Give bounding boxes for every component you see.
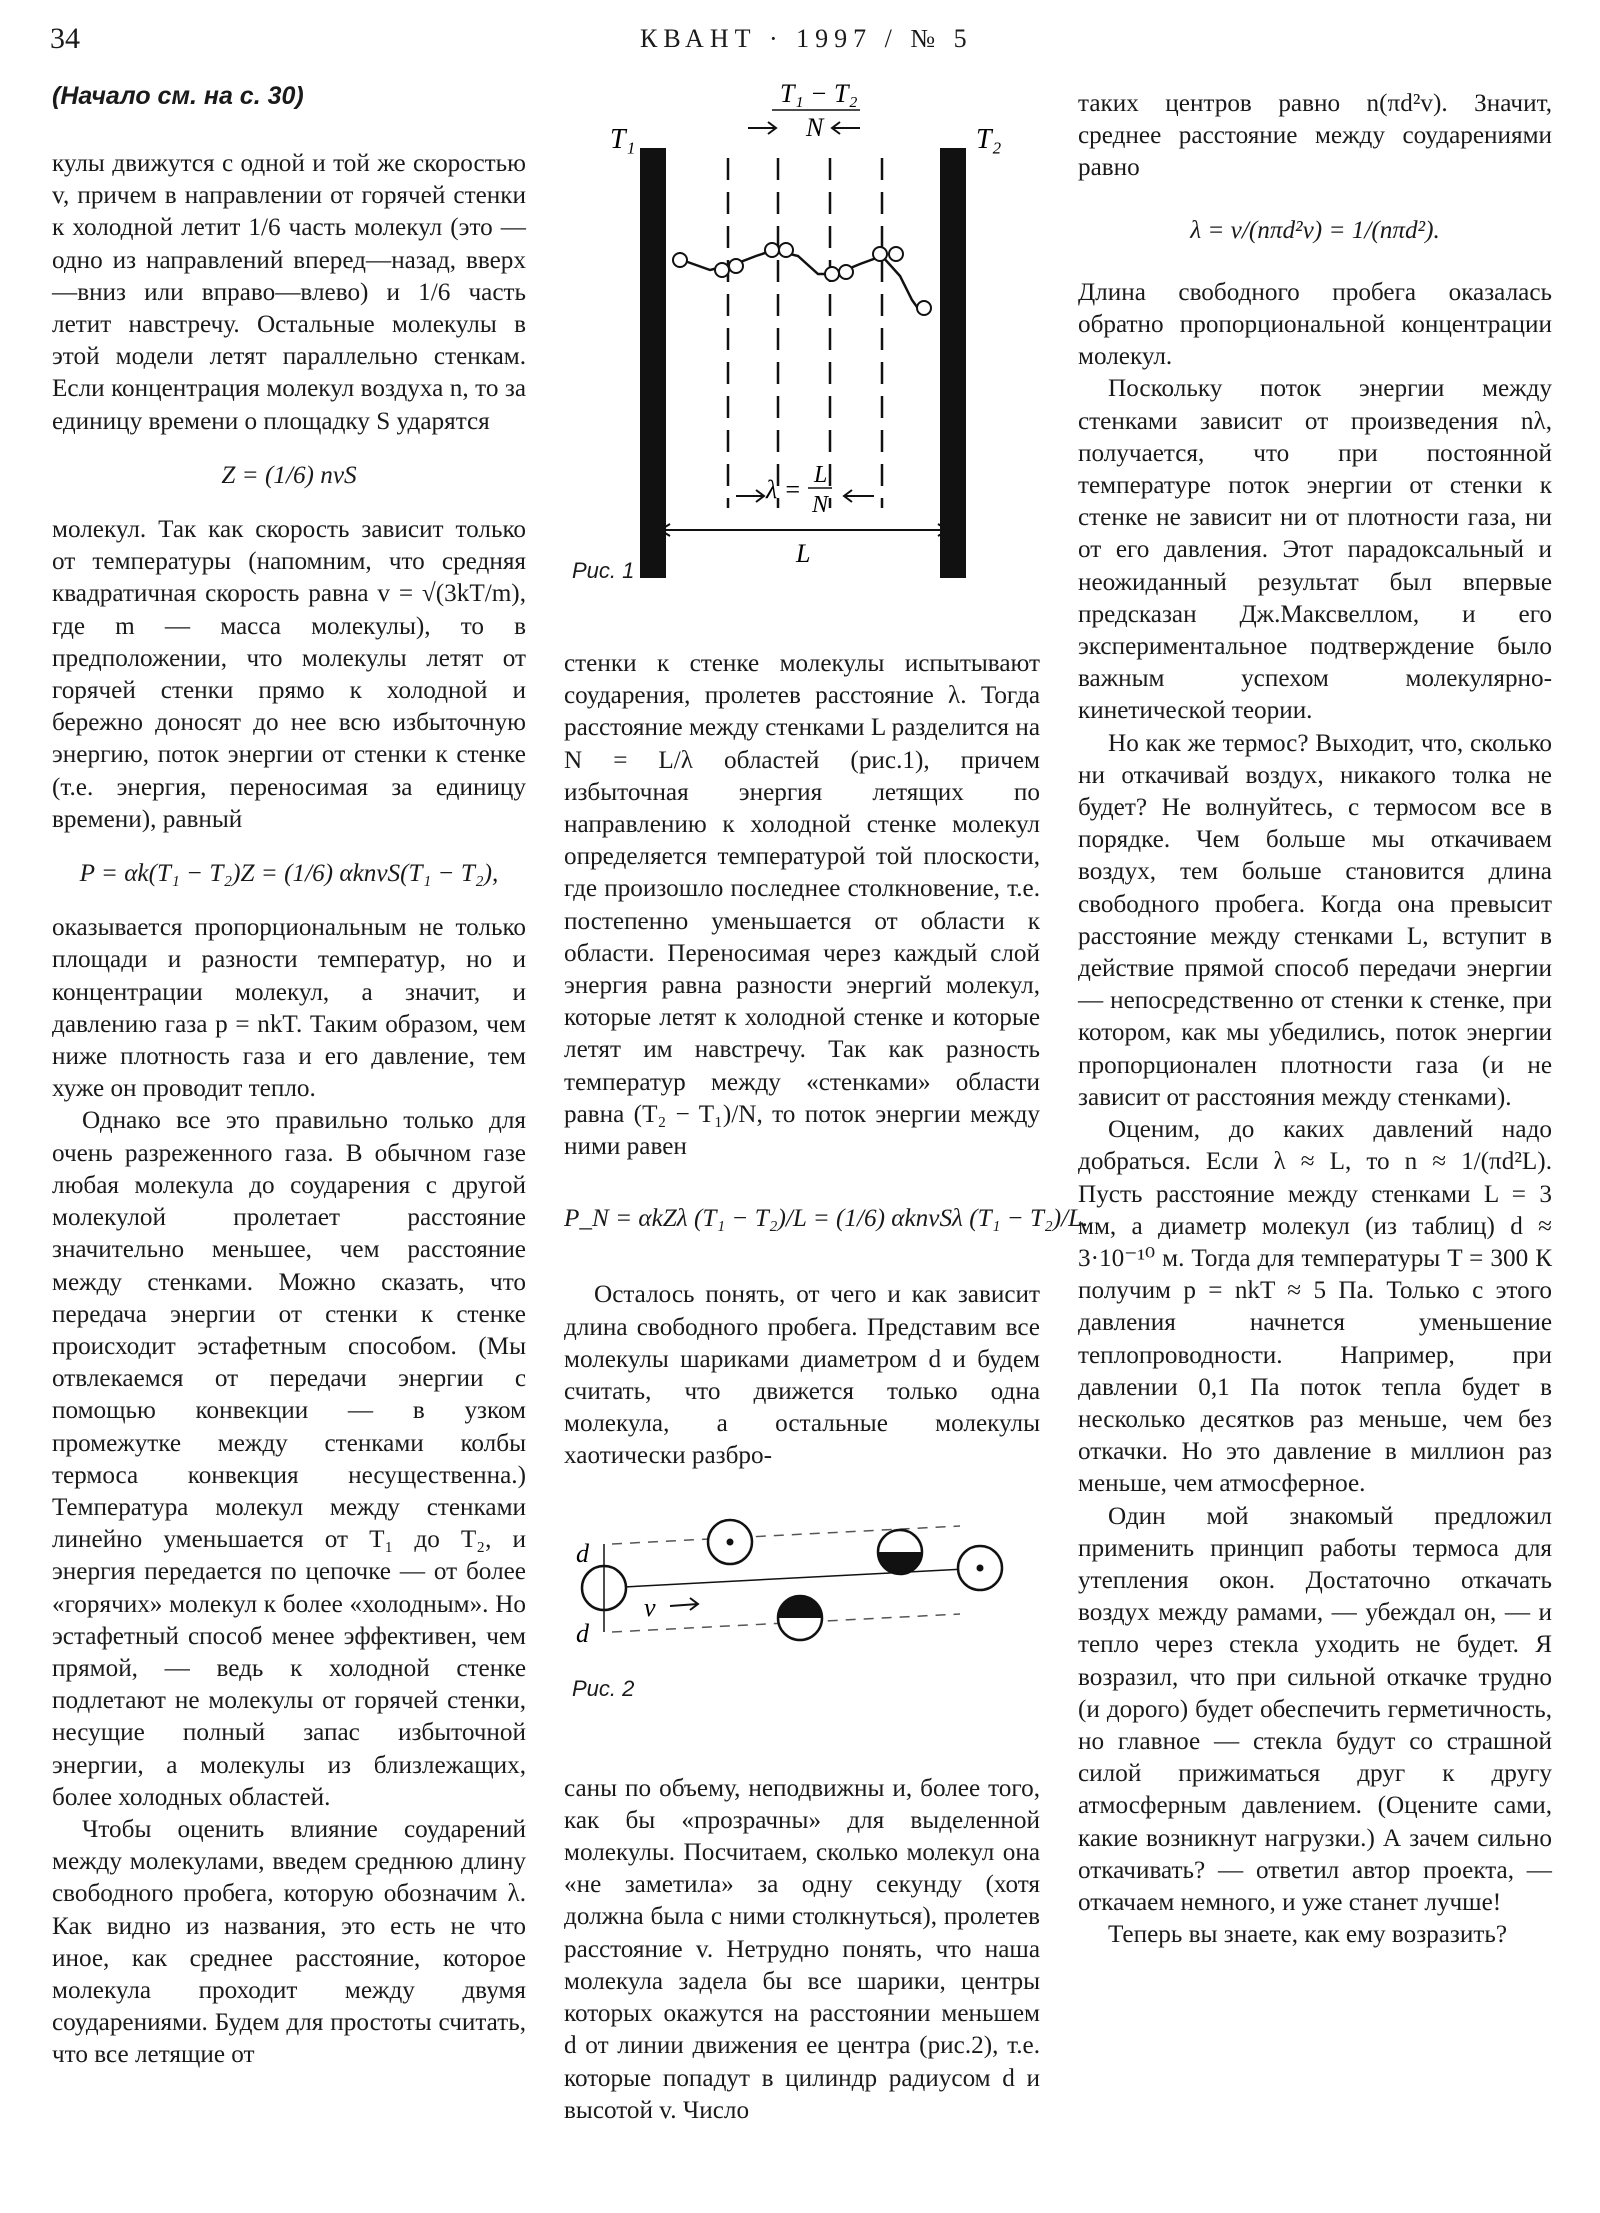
paragraph: Поскольку поток энергии между стенками зависит от произведения nλ, получается, что при постоянной температуре поток энергии от стенки к стенке не зависит ни от плотности газа, ни от его давления. Этот парадоксальный и неожиданный результат был впервые предсказан Дж.Максвеллом, и его экспериментальное подтверждение было важным успехом молекулярно-кинетической теории. — [1078, 375, 1552, 725]
hot-wall — [640, 148, 666, 578]
lambda-label: λ = — [766, 475, 802, 504]
molecule-icon — [715, 263, 729, 277]
t2-label: T₂ — [976, 124, 1002, 155]
molecule-shaded-half — [778, 1596, 822, 1618]
molecule-icon — [729, 259, 743, 273]
molecule-trajectory — [682, 250, 922, 314]
cold-wall — [940, 148, 966, 578]
paragraph: Оценим, до каких давлений надо добраться. Если λ ≈ L, то n ≈ 1/(πd²L). Пусть расстояние между стенками L = 3 мм, а диаметр молекул (из таблиц) d ≈ 3·10⁻¹⁰ м. Тогда для температуры T = 300 К получим p = nkT ≈ 5 Па. Только с этого давления начнется уменьшение теплопроводности. Например, при давлении 0,1 Па поток тепла будет в несколько десятков раз меньше, чем без откачки. Но это давление в миллион раз меньше, чем атмосферное. — [1078, 1116, 1552, 1498]
running-head: КВАНТ · 1997 / № 5 — [640, 24, 973, 53]
figure-1 — [560, 78, 1040, 578]
lambda-numerator: L — [814, 462, 828, 488]
formula-p: P = αk(T₁ − T₂)Z = (1/6) αknvS(T₁ − T₂), — [79, 860, 499, 888]
formula-lambda: λ = v/(nπd²v) = 1/(nπd²). — [1190, 216, 1440, 244]
paragraph: кулы движутся с одной и той же скоростью v, причем в направлении от горячей стенки к холодной летит 1/6 часть молекул (это — одно из направлений вперед—назад, вверх—вниз или вправо—влево) и 1/6 часть летит навстречу. Остальные молекулы в этой модели летят параллельно стенкам. Если концентрация молекул воздуха n, то за единицу времени о площадку S ударятся — [52, 150, 526, 435]
molecule-icon — [825, 267, 839, 281]
arrow-left-icon — [832, 122, 860, 134]
l-label: L — [796, 539, 811, 568]
paragraph: стенки к стенке молекулы испытывают соударения, пролетев расстояние λ. Тогда расстояние между стенками L разделится на N = L/λ областей (рис.1), причем избыточная энергия летящих по направлению к холодной стенке молекул определяется температурой той плоскости, где произошло последнее столкновение, т.е. постепенно уменьшается от области к области. Переносимая через каждый слой энергия равна разности энергий молекул, которые летят к холодной стенке и которые летят им навстречу. Так как разность температур между «стенками» области равна (T₂ − T₁)/N, то поток энергии между ними равен — [564, 650, 1040, 1161]
paragraph: Длина свободного пробега оказалась обратно пропорциональной концентрации молекул. — [1078, 278, 1552, 371]
paragraph: Но как же термос? Выходит, что, сколько ни откачивай воздух, никакого толка не будет? Не волнуйтесь, с термосом все в порядке. Чем больше мы откачиваем воздух, тем больше становится длина свободного пробега. Когда она превысит расстояние между стенками L, вступит в действие прямой способ передачи энергии — непосредственно от стенки к стенке, при котором, как мы убедились, поток энергии пропорционален плотности газа (и не зависит от расстояния между стенками). — [1078, 729, 1552, 1111]
motion-line — [604, 1568, 984, 1588]
paragraph: Чтобы оценить влияние соударений между молекулами, введем среднюю длину свободного пробега, которую обозначим λ. Как видно из названия, это есть не что иное, как среднее расстояние, которое молекула проходит между двумя соударениями. Будем для простоты считать, что все летящие от — [52, 1815, 526, 2069]
arrow-right-icon — [748, 122, 776, 134]
continuation-note: (Начало см. на с. 30) — [52, 82, 304, 110]
paragraph: Один мой знакомый предложил применить принцип работы термоса для утепления окон. Достаточно откачать воздух между рамами, — убеждал он, — и тепло через стекла уходить не будет. Я возразил, что при сильной откачке трудно (и дорого) будет обеспечить герметичность, но главное — стекла будут со страшной силой прижиматься друг к другу атмосферным давлением. (Оцените сами, какие возникнут нагрузки.) А зачем сильно откачивать? — ответил автор проекта, — откачаем немного, и уже станет лучше! — [1078, 1502, 1552, 1916]
molecule-icon — [765, 243, 779, 257]
molecule-center — [727, 1539, 734, 1546]
lambda-denominator: N — [812, 492, 829, 518]
paragraph: таких центров равно n(πd²v). Значит, среднее расстояние между соударениями равно — [1078, 90, 1552, 182]
figure-2 — [560, 1500, 1040, 1670]
formula-z: Z = (1/6) nvS — [221, 461, 357, 489]
molecule-icon — [673, 253, 687, 267]
arrow-right-icon — [736, 490, 764, 502]
formula-pn: P_N = αkZλ (T₁ − T₂)/L = (1/6) αknvSλ (T₁ − T₂)/L. — [564, 1205, 1089, 1233]
molecule-center — [977, 1565, 984, 1572]
column-1 — [52, 148, 526, 2072]
paragraph: Однако все это правильно только для очень разреженного газа. В обычном газе любая молекула до соударения с другой молекулой пролетает расстояние значительно меньшее, чем расстояние между стенками. Можно сказать, что передача энергии от стенки к стенке происходит эстафетным способом. (Мы отвлекаемся от передачи энергии с помощью конвекции — в узком промежутке между стенками колбы термоса конвекция несущественна.) Температура молекул между стенками линейно уменьшается от T₁ до T₂, и энергия передается по цепочке — от более «горячих» молекул к более «холодным». Но эстафетный способ менее эффективен, чем прямой, — ведь к холодной стенке подлетают не молекулы от горячей стенки, несущие полный запас избыточной энергии, а молекулы из близлежащих, более холодных областей. — [52, 1107, 526, 1811]
paragraph: молекул. Так как скорость зависит только от температуры (напомним, что средняя квадратичная скорость равна v = √(3kT/m), где m — масса молекулы), то в предположении, что молекулы летят от горячей стенки прямо к холодной и бережно доносят до нее всю избыточную энергию, поток энергии от стенки к стенке (т.е. энергия, переносимая за единицу времени), равный — [52, 516, 526, 833]
d-top-label: d — [576, 1539, 589, 1568]
column-3 — [1078, 88, 1552, 1951]
t1-label: T₁ — [610, 124, 636, 155]
v-arrow — [670, 1598, 698, 1610]
paragraph: оказывается пропорциональным не только площади и разности температур, но и концентрации молекул, а значит, и давлению газа p = nkT. Таким образом, чем ниже плотность газа и его давление, тем хуже он проводит тепло. — [52, 914, 526, 1103]
l-dimension-arrow — [660, 524, 948, 536]
figure-2-caption: Рис. 2 — [572, 1676, 635, 1701]
paragraph: Теперь вы знаете, как ему возразить? — [1108, 1921, 1508, 1949]
molecule-shaded-half — [878, 1552, 922, 1574]
molecule-icon — [779, 243, 793, 257]
molecule-icon — [873, 247, 887, 261]
arrow-left-icon — [844, 490, 874, 502]
page-number: 34 — [50, 22, 80, 55]
molecule-icon — [917, 301, 931, 315]
column-2 — [564, 648, 1089, 2127]
molecule-icon — [839, 265, 853, 279]
v-label: v — [644, 1593, 656, 1622]
d-bottom-label: d — [576, 1619, 589, 1648]
frac-denominator: N — [806, 113, 824, 142]
paragraph: саны по объему, неподвижны и, более того, как бы «прозрачны» для выделенной молекулы. Посчитаем, сколько молекул она «не заметила» за одну секунду (хотя должна была с ними столкнуться), пролетев расстояние v. Нетрудно понять, что наша молекула задела бы все шарики, центры которых окажутся на расстоянии меньшем d от линии движения ее центра (рис.2), т.е. которые попадут в цилиндр радиусом d и высотой v. Число — [564, 1774, 1040, 2124]
paragraph: Осталось понять, от чего и как зависит длина свободного пробега. Представим все молекулы шариками диаметром d и будем считать, что движется только одна молекула, а остальные молекулы хаотически разбро- — [564, 1281, 1040, 1470]
figure-1-caption: Рис. 1 — [572, 558, 635, 583]
frac-numerator: T₁ − T₂ — [780, 79, 858, 108]
molecule-icon — [889, 247, 903, 261]
